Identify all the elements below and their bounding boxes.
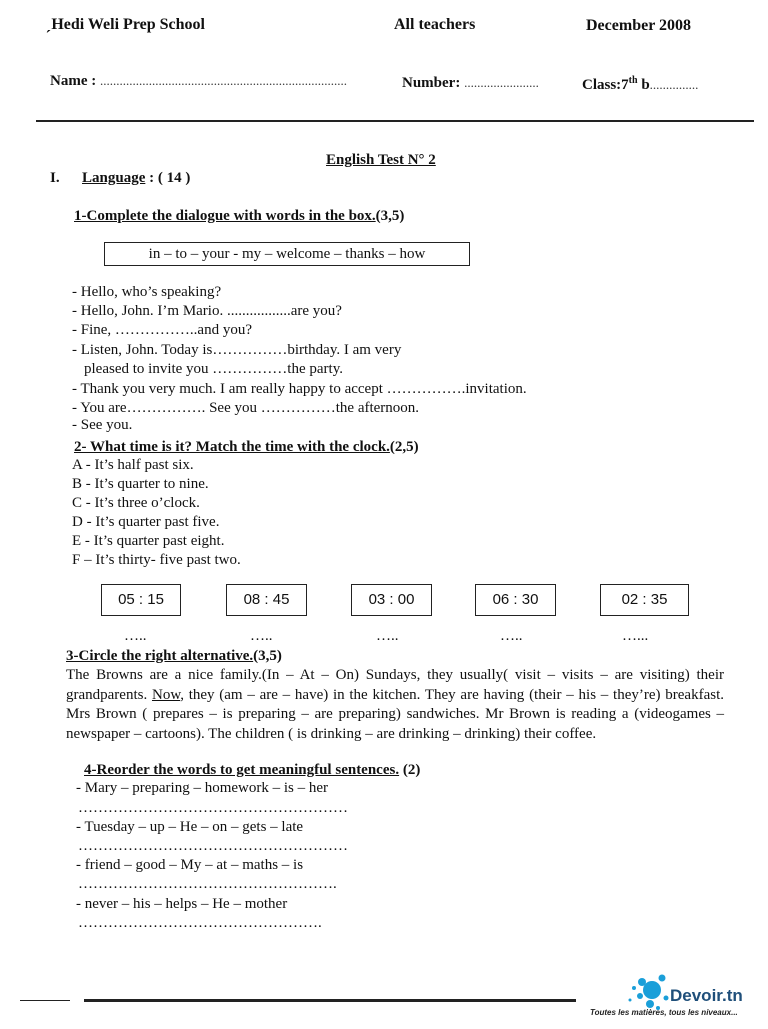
time-item: A - It’s half past six. xyxy=(72,457,194,473)
digital-clock: 08 : 45 xyxy=(226,584,307,616)
exercise-3-title: 3-Circle the right alternative. xyxy=(66,648,254,664)
section-label: Language xyxy=(82,170,146,186)
reorder-words: - friend – good – My – at – maths – is xyxy=(76,857,304,873)
logo-brand: Devoir.tn xyxy=(670,986,743,1005)
class-blank: ............... xyxy=(649,77,699,92)
digital-clock: 03 : 00 xyxy=(351,584,432,616)
section-score: : ( 14 ) xyxy=(145,170,191,186)
exercise-2-title: 2- What time is it? Match the time with the clock. xyxy=(74,439,390,455)
paragraph-part-1: The Browns are a nice family.(In – At – On) Sundays, they usually( visit – visits – are visiting) their grandparents. xyxy=(66,667,724,703)
name-blank: ............................................................................ xyxy=(99,73,347,88)
test-title: English Test N° 2 xyxy=(326,152,436,168)
time-item: D - It’s quarter past five. xyxy=(72,514,220,530)
header-divider xyxy=(36,120,754,122)
dialogue-line: pleased to invite you ……………the party. xyxy=(84,361,343,377)
number-field xyxy=(402,75,539,92)
digital-clock: 02 : 35 xyxy=(600,584,689,616)
answer-blank: ….. xyxy=(124,628,147,644)
paragraph-now: Now xyxy=(151,686,181,703)
time-item: B - It’s quarter to nine. xyxy=(72,476,209,492)
number-label: Number: xyxy=(402,75,461,91)
reorder-blank: ……………………………………………. xyxy=(78,876,337,892)
dialogue-line: - Thank you very much. I am really happy to accept …………….invitation. xyxy=(72,381,527,397)
dialogue-line: - See you. xyxy=(72,417,133,433)
answer-blank: ….. xyxy=(250,628,273,644)
answer-blank: ….. xyxy=(376,628,399,644)
footer-rule xyxy=(84,999,576,1002)
devoir-logo xyxy=(590,968,768,1024)
reorder-blank: ……………………………………………… xyxy=(78,800,348,816)
dialogue-line: - Hello, who’s speaking? xyxy=(72,284,222,300)
answer-blank: ….. xyxy=(500,628,523,644)
exercise-2-points: (2,5) xyxy=(389,439,419,455)
exercise-4-heading xyxy=(84,762,420,779)
class-suffix: b xyxy=(637,77,650,93)
section-number: I. xyxy=(50,170,60,186)
name-field xyxy=(50,73,347,90)
exercise-4-title: 4-Reorder the words to get meaningful sentences. xyxy=(84,762,400,778)
answer-blank: …... xyxy=(622,628,649,644)
digital-clock: 06 : 30 xyxy=(475,584,556,616)
school-name: ˏHedi Weli Prep School xyxy=(46,16,205,33)
reorder-blank: …………………………………………. xyxy=(78,915,322,931)
digital-clock: 05 : 15 xyxy=(101,584,181,616)
test-date: December 2008 xyxy=(586,17,691,34)
exercise-1-points: (3,5) xyxy=(375,208,405,224)
reorder-blank: ……………………………………………… xyxy=(78,838,348,854)
exercise-1-heading xyxy=(74,208,404,225)
dialogue-line: - Hello, John. I’m Mario. .................are you? xyxy=(72,303,342,319)
exercise-3-paragraph xyxy=(66,666,724,744)
name-label: Name : xyxy=(50,73,97,89)
logo-tagline: Toutes les matières, tous les niveaux... xyxy=(590,1008,738,1017)
class-field xyxy=(582,75,698,94)
dialogue-line: - Listen, John. Today is……………birthday. I am very xyxy=(72,342,402,358)
time-item: C - It’s three o’clock. xyxy=(72,495,200,511)
exercise-2-heading xyxy=(74,439,419,456)
teachers-label: All teachers xyxy=(394,16,476,33)
dialogue-line: - Fine, ……………..and you? xyxy=(72,322,252,338)
footer-rule-left xyxy=(20,1000,70,1001)
section-heading xyxy=(82,170,190,187)
time-item: F – It’s thirty- five past two. xyxy=(72,552,241,568)
exercise-3-points: (3,5) xyxy=(253,648,282,664)
reorder-words: - Tuesday – up – He – on – gets – late xyxy=(76,819,304,835)
paragraph-part-2: , they (am – are – have) in the kitchen. They are having (their – his – they’re) breakfast. Mrs Brown ( prepares – is preparing – are preparing) sandwiches. Mr Brown is reading a (videogames – newspaper – cartoons). The children ( is drinking – are drinking – drinking) their coffee. xyxy=(66,686,725,742)
exercise-3-heading xyxy=(66,648,282,665)
word-box: in – to – your - my – welcome – thanks – how xyxy=(104,242,470,266)
exercise-4-points: (2) xyxy=(399,762,421,778)
dialogue-line: - You are……………. See you ……………the afternoon. xyxy=(72,400,420,416)
time-item: E - It’s quarter past eight. xyxy=(72,533,225,549)
exercise-1-title: 1-Complete the dialogue with words in the box. xyxy=(74,208,376,224)
reorder-words: - never – his – helps – He – mother xyxy=(76,896,288,912)
number-blank: ....................... xyxy=(464,75,539,90)
class-sup: th xyxy=(628,75,638,86)
class-label: Class:7 xyxy=(582,77,629,93)
reorder-words: - Mary – preparing – homework – is – her xyxy=(76,780,329,796)
